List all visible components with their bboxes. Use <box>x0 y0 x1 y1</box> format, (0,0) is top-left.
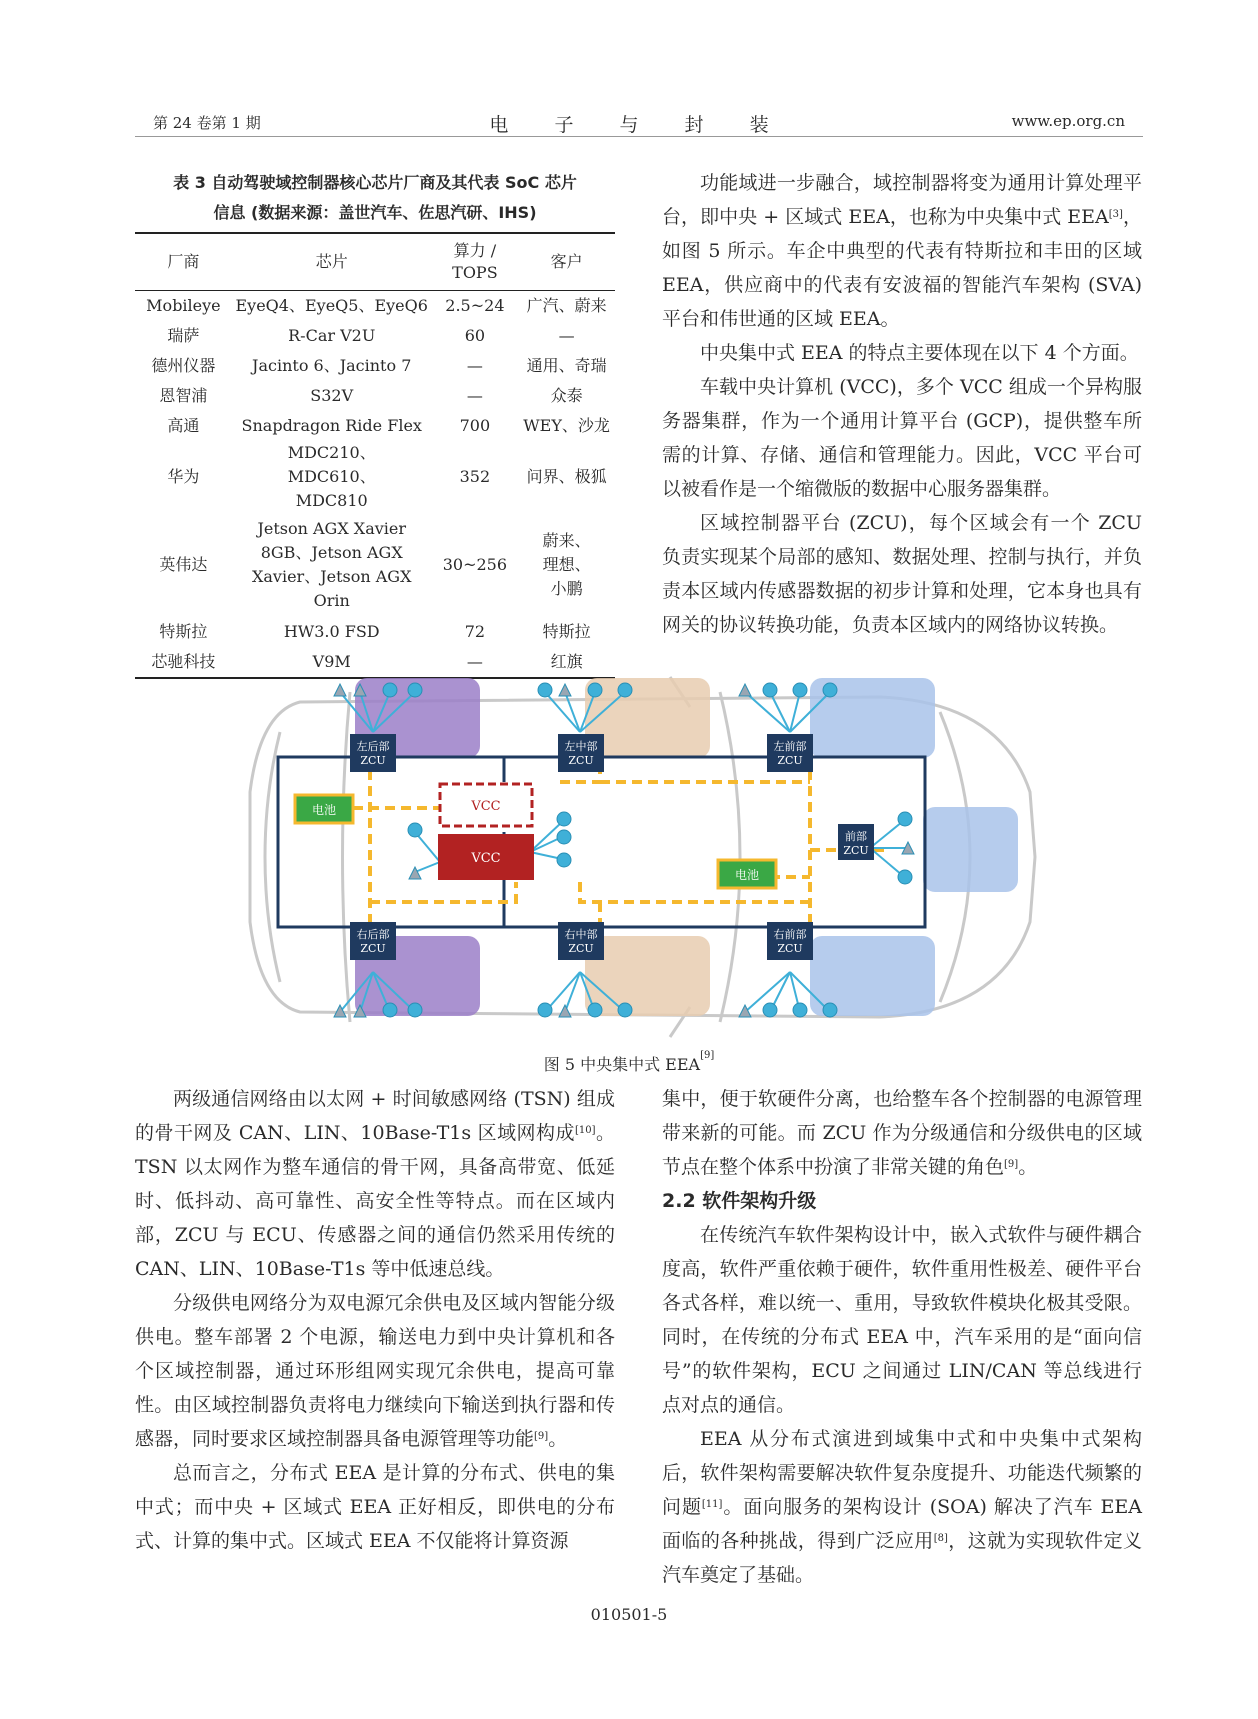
paragraph: EEA 从分布式演进到域集中式和中央集中式架构后，软件架构需要解决软件复杂度提升、功能迭代频繁的问题[11]。面向服务的架构设计 (SOA) 解决了汽车 EEA 面临的各种挑战，得到广泛应用[8]，这就为实现软件定义汽车奠定了基础。 <box>662 1428 1142 1586</box>
cell-customer: 广汽、蔚来 <box>526 296 607 315</box>
cell-tops: 352 <box>459 467 491 486</box>
citation[interactable]: [10] <box>574 1125 596 1136</box>
paragraph: 集中，便于软硬件分离，也给整车各个控制器的电源管理带来新的可能。而 ZCU 作为分级通信和分级供电的区域节点在整个体系中扮演了非常关键的角色[9]。 <box>662 1088 1142 1178</box>
right-column-bottom <box>662 1082 1142 1592</box>
zcu-label: 左前部 <box>773 740 807 753</box>
zcu-label: 左中部 <box>564 740 598 753</box>
zcu-label: ZCU <box>360 942 386 955</box>
cell-tops: — <box>432 647 519 678</box>
cell-vendor: 德州仪器 <box>151 356 216 375</box>
cell-vendor: 恩智浦 <box>159 386 208 405</box>
cell-tops: 72 <box>464 622 486 641</box>
car-eea-diagram <box>240 672 1040 1042</box>
cell-vendor: Mobileye <box>146 296 221 315</box>
col-header-vendor: 厂商 <box>135 233 232 291</box>
cell-chip: HW3.0 FSD <box>283 622 380 641</box>
table-row <box>135 321 615 351</box>
figure-caption: 图 5 中央集中式 EEA[9] <box>543 1050 715 1074</box>
table-header-row <box>135 233 615 291</box>
cell-customer: — <box>558 326 575 345</box>
table-row <box>135 351 615 381</box>
volume-issue: 第 24 卷第 1 期 <box>153 114 261 132</box>
paragraph: 分级供电网络分为双电源冗余供电及区域内智能分级供电。整车部署 2 个电源，输送电力到中央计算机和各个区域控制器，通过环形组网实现冗余供电，提高可靠性。由区域控制器负责将电力继续向下输送到执行器和传感器，同时要求区域控制器具备电源管理等功能[9]。 <box>135 1292 615 1450</box>
cell-customer: 问界、极狐 <box>526 467 607 486</box>
citation[interactable]: [11] <box>701 1499 723 1510</box>
paragraph: 中央集中式 EEA 的特点主要体现在以下 4 个方面。 <box>700 342 1139 364</box>
table-caption <box>135 168 615 228</box>
table-row <box>135 291 615 322</box>
left-column-bottom <box>135 1082 615 1558</box>
paragraph: 总而言之，分布式 EEA 是计算的分布式、供电的集中式；而中央 + 区域式 EEA 正好相反，即供电的分布式、计算的集中式。区域式 EEA 不仅能将计算资源 <box>135 1462 615 1552</box>
cell-tops: 2.5~24 <box>445 296 505 315</box>
table-row <box>135 513 615 617</box>
col-header-chip: 芯片 <box>232 233 432 291</box>
zcu-label: ZCU <box>568 942 594 955</box>
chip-vendor-table <box>135 232 615 679</box>
cell-customer: WEY、沙龙 <box>523 416 610 435</box>
zcu-label: ZCU <box>360 754 386 767</box>
cell-vendor: 英伟达 <box>159 555 208 574</box>
cell-tops: — <box>466 356 483 375</box>
cell-tops: — <box>466 386 483 405</box>
cell-chip: Snapdragon Ride Flex <box>241 416 422 435</box>
citation[interactable]: [9] <box>1004 1159 1019 1170</box>
zcu-label: ZCU <box>777 942 803 955</box>
paragraph: 功能域进一步融合，域控制器将变为通用计算处理平台，即中央 + 区域式 EEA，也称为中央集中式 EEA[3]，如图 5 所示。车企中典型的代表有特斯拉和丰田的区域 EEA，供应商中的代表有安波福的智能汽车架构 (SVA) 平台和伟世通的区域 EEA。 <box>662 172 1142 330</box>
cell-chip: Jetson AGX Xavier 8GB、Jetson AGX Xavier、Jetson AGX Orin <box>251 519 412 610</box>
cell-vendor: 瑞萨 <box>167 326 200 345</box>
citation[interactable]: [3] <box>1108 209 1123 220</box>
table-row <box>135 411 615 441</box>
journal-url[interactable]: www.ep.org.cn <box>1011 112 1125 130</box>
paragraph: 两级通信网络由以太网 + 时间敏感网络 (TSN) 组成的骨干网及 CAN、LIN、10Base-T1s 区域网构成[10]。TSN 以太网作为整车通信的骨干网，具备高带宽、低延时、低抖动、高可靠性、高安全性等特点。而在区域内部，ZCU 与 ECU、传感器之间的通信仍然采用传统的 CAN、LIN、10Base-T1s 等中低速总线。 <box>135 1088 615 1280</box>
cell-customer: 红旗 <box>518 647 615 678</box>
zone-front <box>923 807 1018 892</box>
vcc-main-label: VCC <box>471 851 501 866</box>
cell-tops: 700 <box>459 416 491 435</box>
cell-chip: MDC210、MDC610、MDC810 <box>287 443 376 510</box>
citation[interactable]: [9] <box>534 1431 549 1442</box>
cell-chip: Jacinto 6、Jacinto 7 <box>252 356 412 375</box>
cell-chip: V9M <box>232 647 432 678</box>
table-caption-line2: 信息 (数据来源：盖世汽车、佐思汽研、IHS) <box>213 203 537 222</box>
vcc-backup-label: VCC <box>471 799 501 814</box>
cell-customer: 蔚来、理想、小鹏 <box>542 531 591 598</box>
page-header <box>135 112 1143 137</box>
col-header-customer: 客户 <box>518 233 615 291</box>
cell-chip: S32V <box>310 386 354 405</box>
zcu-label: 右前部 <box>773 928 807 941</box>
cell-customer: 通用、奇瑞 <box>526 356 607 375</box>
zcu-label: 右中部 <box>564 928 598 941</box>
table-row <box>135 617 615 647</box>
table-row <box>135 441 615 513</box>
cell-vendor: 芯驰科技 <box>135 647 232 678</box>
zcu-label: ZCU <box>843 844 869 857</box>
figure-central-eea-diagram <box>240 672 1040 1042</box>
citation[interactable]: [8] <box>933 1533 948 1544</box>
cell-chip: R-Car V2U <box>288 326 376 345</box>
zcu-label: 前部 <box>845 830 867 843</box>
citation[interactable]: [9] <box>700 1050 715 1061</box>
paragraph: 在传统汽车软件架构设计中，嵌入式软件与硬件耦合度高，软件严重依赖于硬件，软件重用性极差、硬件平台各式各样，难以统一、重用，导致软件模块化极其受限。同时，在传统的分布式 EEA 中，汽车采用的是“面向信号”的软件架构，ECU 之间通过 LIN/CAN 等总线进行点对点的通信。 <box>662 1224 1142 1416</box>
right-column-top <box>662 166 1142 642</box>
zcu-label: 右后部 <box>356 928 390 941</box>
cell-vendor: 特斯拉 <box>159 622 208 641</box>
section-heading: 2.2 软件架构升级 <box>662 1190 817 1212</box>
page-number: 010501-5 <box>590 1605 668 1624</box>
paragraph: 区域控制器平台 (ZCU)，每个区域会有一个 ZCU 负责实现某个局部的感知、数据处理、控制与执行，并负责本区域内传感器数据的初步计算和处理，它本身也具有网关的协议转换功能，负责本区域内的网络协议转换。 <box>662 512 1142 636</box>
zcu-label: ZCU <box>568 754 594 767</box>
zcu-label: 左后部 <box>356 740 390 753</box>
table-row <box>135 381 615 411</box>
battery-label: 电池 <box>734 868 760 882</box>
journal-title: 电 子 与 封 装 <box>489 114 789 136</box>
zcu-label: ZCU <box>777 754 803 767</box>
cell-vendor: 高通 <box>167 416 200 435</box>
col-header-tops: 算力 / TOPS <box>432 233 519 291</box>
cell-customer: 众泰 <box>550 386 583 405</box>
cell-customer: 特斯拉 <box>542 622 591 641</box>
cell-chip: EyeQ4、EyeQ5、EyeQ6 <box>235 296 428 315</box>
table-caption-line1: 表 3 自动驾驶域控制器核心芯片厂商及其代表 SoC 芯片 <box>173 173 577 192</box>
paragraph: 车载中央计算机 (VCC)，多个 VCC 组成一个异构服务器集群，作为一个通用计算平台 (GCP)，提供整车所需的计算、存储、通信和管理能力。因此，VCC 平台可以被看作是一个缩微版的数据中心服务器集群。 <box>662 376 1142 500</box>
cell-vendor: 华为 <box>167 467 200 486</box>
cell-tops: 30~256 <box>442 555 508 574</box>
battery-label: 电池 <box>311 803 337 817</box>
cell-tops: 60 <box>464 326 486 345</box>
